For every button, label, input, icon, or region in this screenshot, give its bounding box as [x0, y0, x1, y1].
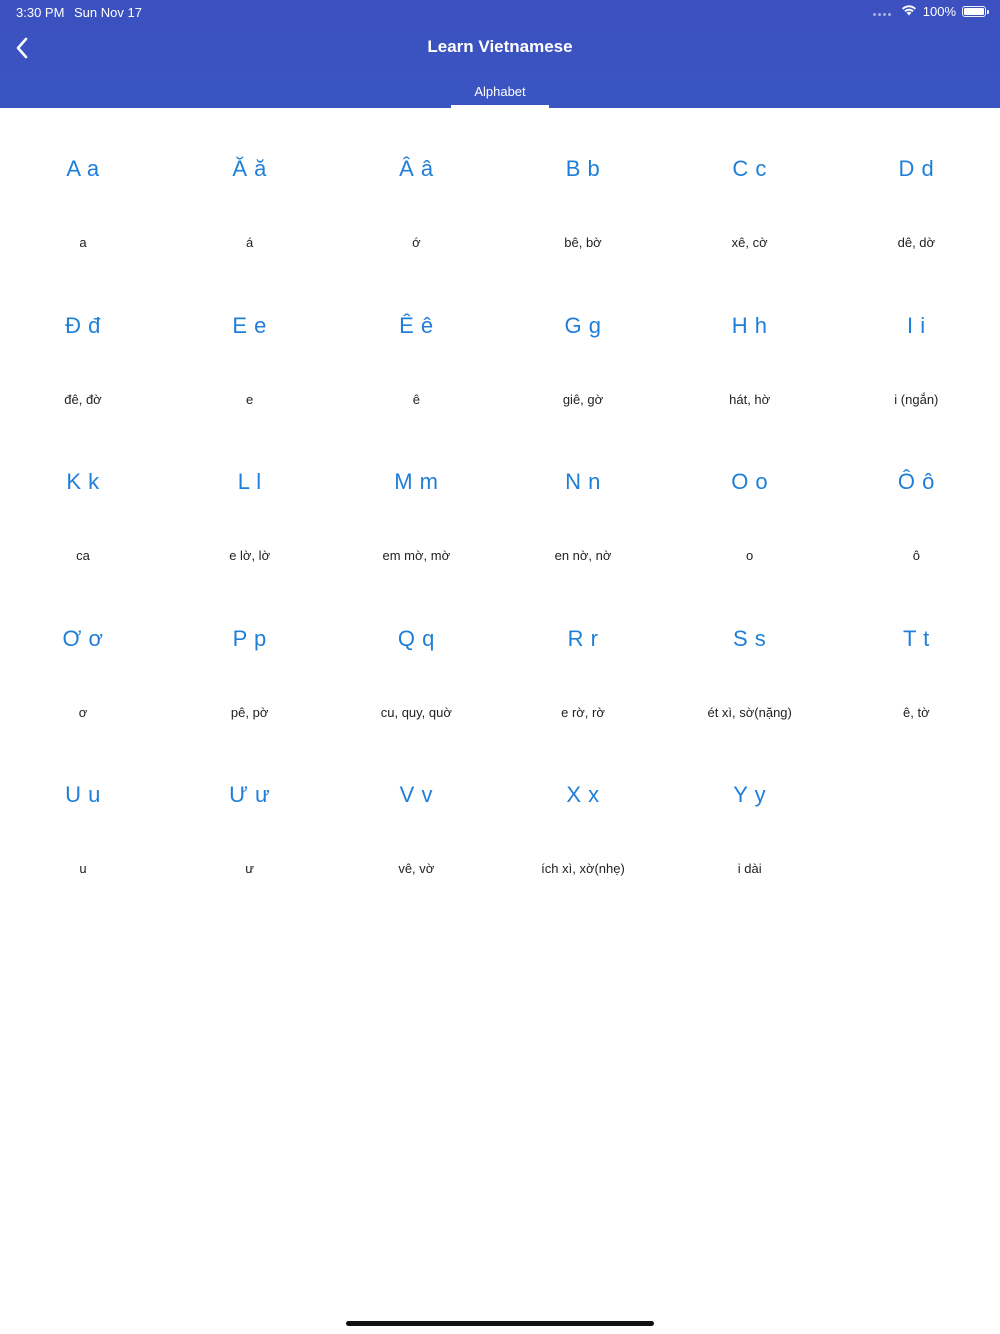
letter-pronunciation: ớ: [412, 235, 421, 250]
letter-pronunciation: dê, dờ: [897, 235, 936, 250]
battery-icon: [962, 6, 986, 17]
letter-pronunciation: ích xì, xờ(nhẹ): [541, 861, 625, 876]
letter-pronunciation: ơ: [78, 704, 88, 720]
letter-cell[interactable]: [0, 734, 166, 890]
letter-glyph: M m: [394, 469, 439, 494]
letter-glyph: Y y: [733, 782, 767, 807]
letter-glyph: S s: [733, 625, 767, 651]
letter-cell[interactable]: [667, 578, 833, 734]
letter-cell[interactable]: [500, 108, 666, 264]
letter-pronunciation: đê, đờ: [64, 391, 102, 407]
letter-glyph: H h: [731, 312, 768, 338]
letter-glyph: Đ đ: [65, 312, 101, 338]
letter-cell[interactable]: [0, 108, 166, 264]
letter-pronunciation: ê: [412, 391, 420, 407]
letter-pronunciation: em mờ, mờ: [382, 548, 451, 563]
letter-cell[interactable]: [667, 421, 833, 577]
letter-glyph: K k: [66, 469, 100, 494]
wifi-icon: [901, 4, 917, 19]
letter-glyph: X x: [566, 782, 600, 807]
letter-pronunciation: ét xì, sờ(nặng): [707, 704, 792, 720]
letter-glyph: O o: [731, 469, 769, 494]
letter-pronunciation: e: [246, 391, 254, 407]
letter-pronunciation: ư: [245, 861, 254, 876]
letter-glyph: L l: [237, 469, 262, 494]
letter-glyph: B b: [565, 156, 601, 181]
letter-cell[interactable]: [167, 108, 333, 264]
letter-glyph: T t: [902, 625, 930, 651]
letter-cell[interactable]: [333, 734, 499, 890]
letter-cell[interactable]: [333, 108, 499, 264]
letter-pronunciation: hát, hờ: [729, 391, 771, 407]
letter-cell[interactable]: [333, 265, 499, 421]
letter-pronunciation: a: [79, 235, 87, 250]
letter-glyph: N n: [565, 469, 601, 494]
letter-pronunciation: o: [746, 548, 754, 563]
letter-pronunciation: bê, bờ: [564, 235, 602, 250]
status-right: [873, 4, 986, 19]
letter-pronunciation: en nờ, nờ: [554, 548, 612, 563]
letter-pronunciation: i dài: [737, 861, 762, 876]
letter-glyph: Ă ă: [232, 156, 267, 181]
letter-glyph: Ô ô: [897, 469, 935, 494]
letter-pronunciation: e rờ, rờ: [561, 704, 605, 720]
status-bar: [0, 0, 1000, 24]
letter-pronunciation: xê, cờ: [731, 235, 768, 250]
letter-glyph: V v: [399, 782, 433, 807]
cellular-signal-icon: [873, 13, 891, 16]
status-date: Sun Nov 17: [74, 5, 142, 20]
letter-glyph: Â â: [399, 156, 434, 181]
letter-cell[interactable]: [833, 265, 999, 421]
letter-pronunciation: á: [246, 235, 254, 250]
letter-glyph: Ơ ơ: [62, 625, 104, 651]
letter-cell[interactable]: [167, 265, 333, 421]
letter-cell[interactable]: [167, 734, 333, 890]
letter-cell[interactable]: [500, 421, 666, 577]
home-indicator[interactable]: [346, 1321, 654, 1326]
tab-alphabet[interactable]: [451, 80, 549, 108]
letter-cell[interactable]: [0, 265, 166, 421]
letter-pronunciation: ê, tờ: [903, 704, 930, 720]
letter-cell[interactable]: [667, 734, 833, 890]
letter-cell[interactable]: [833, 578, 999, 734]
letter-pronunciation: vê, vờ: [398, 861, 435, 876]
tab-alphabet-label: Alphabet: [474, 84, 526, 99]
letter-pronunciation: ca: [76, 548, 90, 563]
letter-glyph: E e: [232, 312, 267, 338]
letter-pronunciation: i (ngắn): [894, 391, 939, 407]
letter-pronunciation: pê, pờ: [230, 704, 269, 720]
letter-glyph: D d: [898, 156, 935, 181]
letter-cell[interactable]: [0, 421, 166, 577]
status-time: 3:30 PM: [16, 5, 65, 20]
letter-glyph: Q q: [397, 625, 435, 651]
letter-cell[interactable]: [167, 421, 333, 577]
letter-glyph: C c: [732, 156, 767, 181]
letter-cell[interactable]: [333, 578, 499, 734]
letter-cell[interactable]: [167, 578, 333, 734]
letter-cell[interactable]: [333, 421, 499, 577]
letter-pronunciation: cu, quy, quờ: [380, 704, 452, 720]
letter-pronunciation: e lờ, lờ: [229, 548, 271, 563]
page-title: Learn Vietnamese: [427, 37, 573, 56]
letter-cell[interactable]: [500, 578, 666, 734]
letter-glyph: I i: [907, 312, 926, 338]
letter-pronunciation: u: [79, 861, 87, 876]
letter-cell[interactable]: [0, 578, 166, 734]
battery-percent: 100%: [922, 4, 956, 19]
letter-cell[interactable]: [667, 265, 833, 421]
letter-glyph: G g: [564, 312, 602, 338]
letter-cell[interactable]: [833, 421, 999, 577]
letter-glyph: A a: [66, 156, 100, 181]
letter-cell[interactable]: [667, 108, 833, 264]
letter-pronunciation: giê, gờ: [562, 391, 604, 407]
letter-cell[interactable]: [500, 734, 666, 890]
letter-cell[interactable]: [500, 265, 666, 421]
letter-glyph: U u: [65, 782, 101, 807]
letter-glyph: Ư ư: [229, 782, 271, 807]
letter-glyph: Ê ê: [399, 312, 434, 338]
letter-glyph: P p: [232, 625, 267, 651]
header: [0, 0, 1000, 108]
letter-cell[interactable]: [833, 108, 999, 264]
letter-pronunciation: ô: [912, 548, 920, 563]
letter-glyph: R r: [567, 625, 599, 651]
